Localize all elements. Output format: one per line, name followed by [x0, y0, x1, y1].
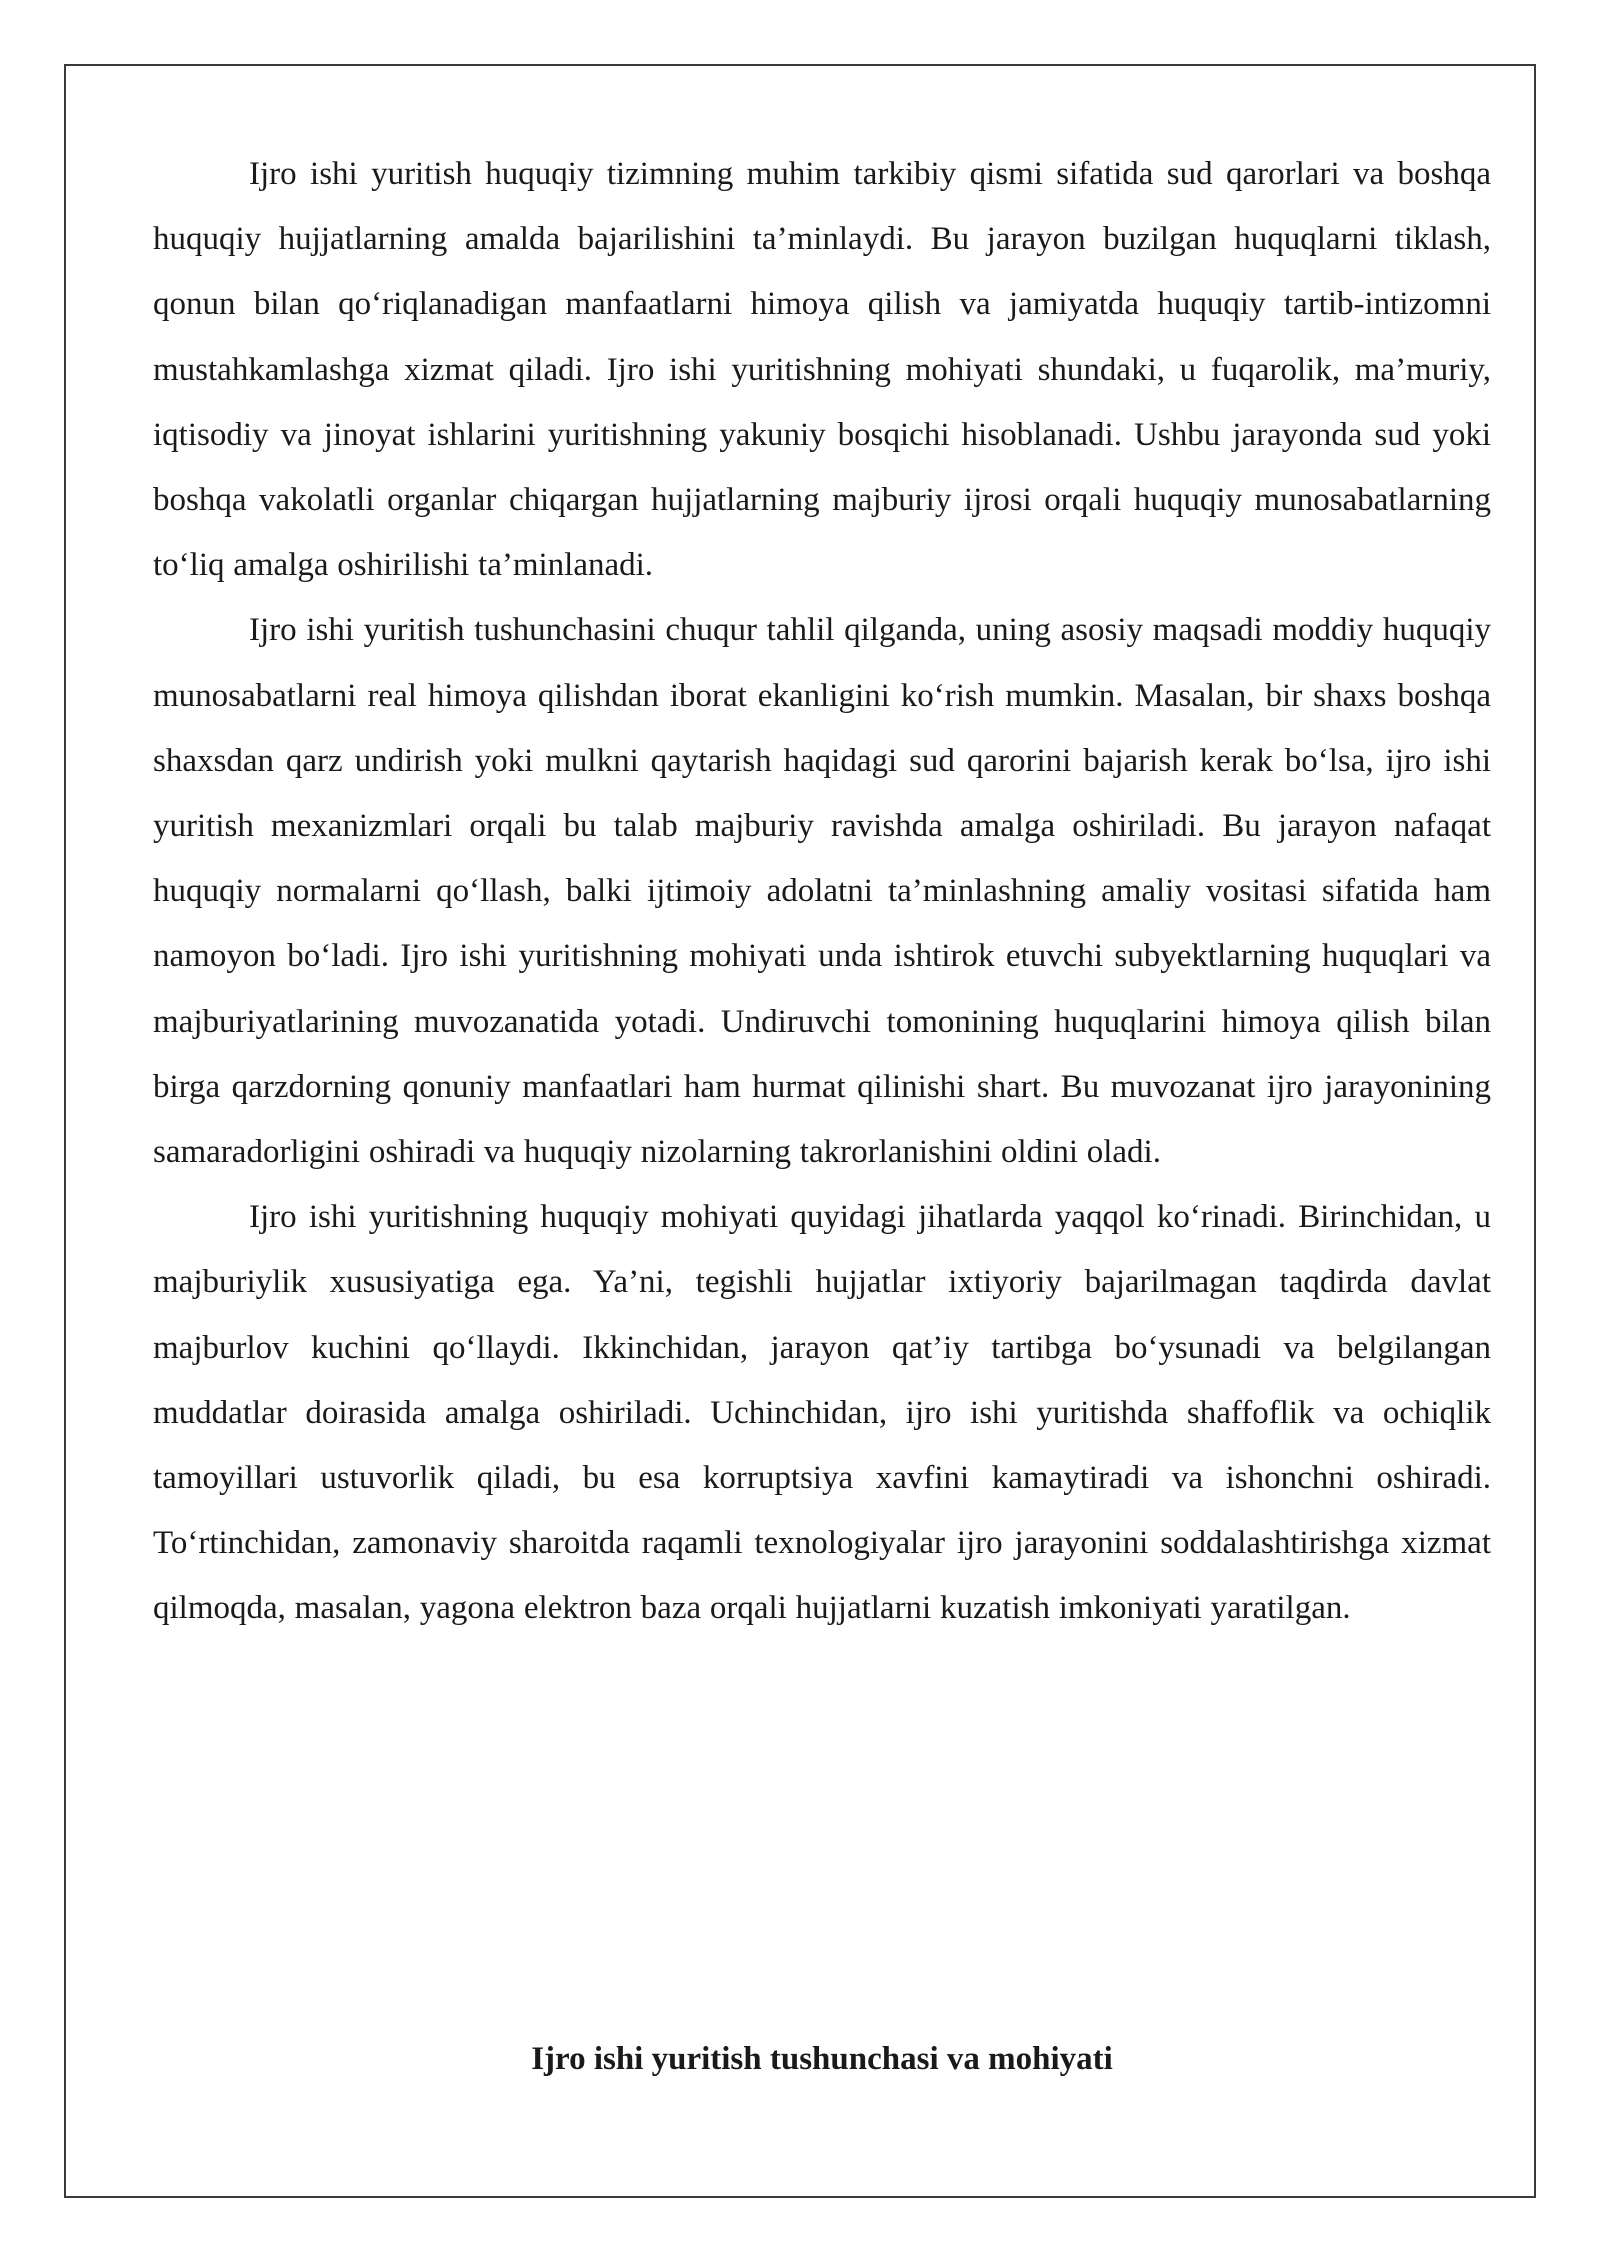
- section-heading: Ijro ishi yuritish tushunchasi va mohiyati: [531, 2041, 1113, 2077]
- paragraph-1: Ijro ishi yuritish huquqiy tizimning muhim tarkibiy qismi sifatida sud qarorlari va boshqa huquqiy hujjatlarning amalda bajarilishini ta’minlaydi. Bu jarayon buzilgan huquqlarni tiklash, qonun bilan qo‘riqlanadigan manfaatlarni himoya qilish va jamiyatda huquqiy tartib-intizomni mustahkamlashga xizmat qiladi. Ijro ishi yuritishning mohiyati shundaki, u fuqarolik, ma’muriy, iqtisodiy va jinoyat ishlarini yuritishning yakuniy bosqichi hisoblanadi. Ushbu jarayonda sud yoki boshqa vakolatli organlar chiqargan hujjatlarning majburiy ijrosi orqali huquqiy munosabatlarning to‘liq amalga oshirilishi ta’minlanadi.: [153, 156, 1491, 584]
- paragraph-2: Ijro ishi yuritish tushunchasini chuqur tahlil qilganda, uning asosiy maqsadi moddiy huquqiy munosabatlarni real himoya qilishdan iborat ekanligini ko‘rish mumkin. Masalan, bir shaxs boshqa shaxsdan qarz undirish yoki mulkni qaytarish haqidagi sud qarorini bajarish kerak bo‘lsa, ijro ishi yuritish mexanizmlari orqali bu talab majburiy ravishda amalga oshiriladi. Bu jarayon nafaqat huquqiy normalarni qo‘llash, balki ijtimoiy adolatni ta’minlashning amaliy vositasi sifatida ham namoyon bo‘ladi. Ijro ishi yuritishning mohiyati unda ishtirok etuvchi subyektlarning huquqlari va majburiyatlarining muvozanatida yotadi. Undiruvchi tomonining huquqlarini himoya qilish bilan birga qarzdorning qonuniy manfaatlari ham hurmat qilinishi shart. Bu muvozanat ijro jarayonining samaradorligini oshiradi va huquqiy nizolarning takrorlanishini oldini oladi.: [153, 612, 1491, 1171]
- paragraph-3: Ijro ishi yuritishning huquqiy mohiyati quyidagi jihatlarda yaqqol ko‘rinadi. Birinchidan, u majburiylik xususiyatiga ega. Ya’ni, tegishli hujjatlar ixtiyoriy bajarilmagan taqdirda davlat majburlov kuchini qo‘llaydi. Ikkinchidan, jarayon qat’iy tartibga bo‘ysunadi va belgilangan muddatlar doirasida amalga oshiriladi. Uchinchidan, ijro ishi yuritishda shaffoflik va ochiqlik tamoyillari ustuvorlik qiladi, bu esa korruptsiya xavfini kamaytiradi va ishonchni oshiradi. To‘rtinchidan, zamonaviy sharoitda raqamli texnologiyalar ijro jarayonini soddalashtirishga xizmat qilmoqda, masalan, yagona elektron baza orqali hujjatlarni kuzatish imkoniyati yaratilgan.: [153, 1199, 1491, 1627]
- document-body: [153, 142, 1491, 1642]
